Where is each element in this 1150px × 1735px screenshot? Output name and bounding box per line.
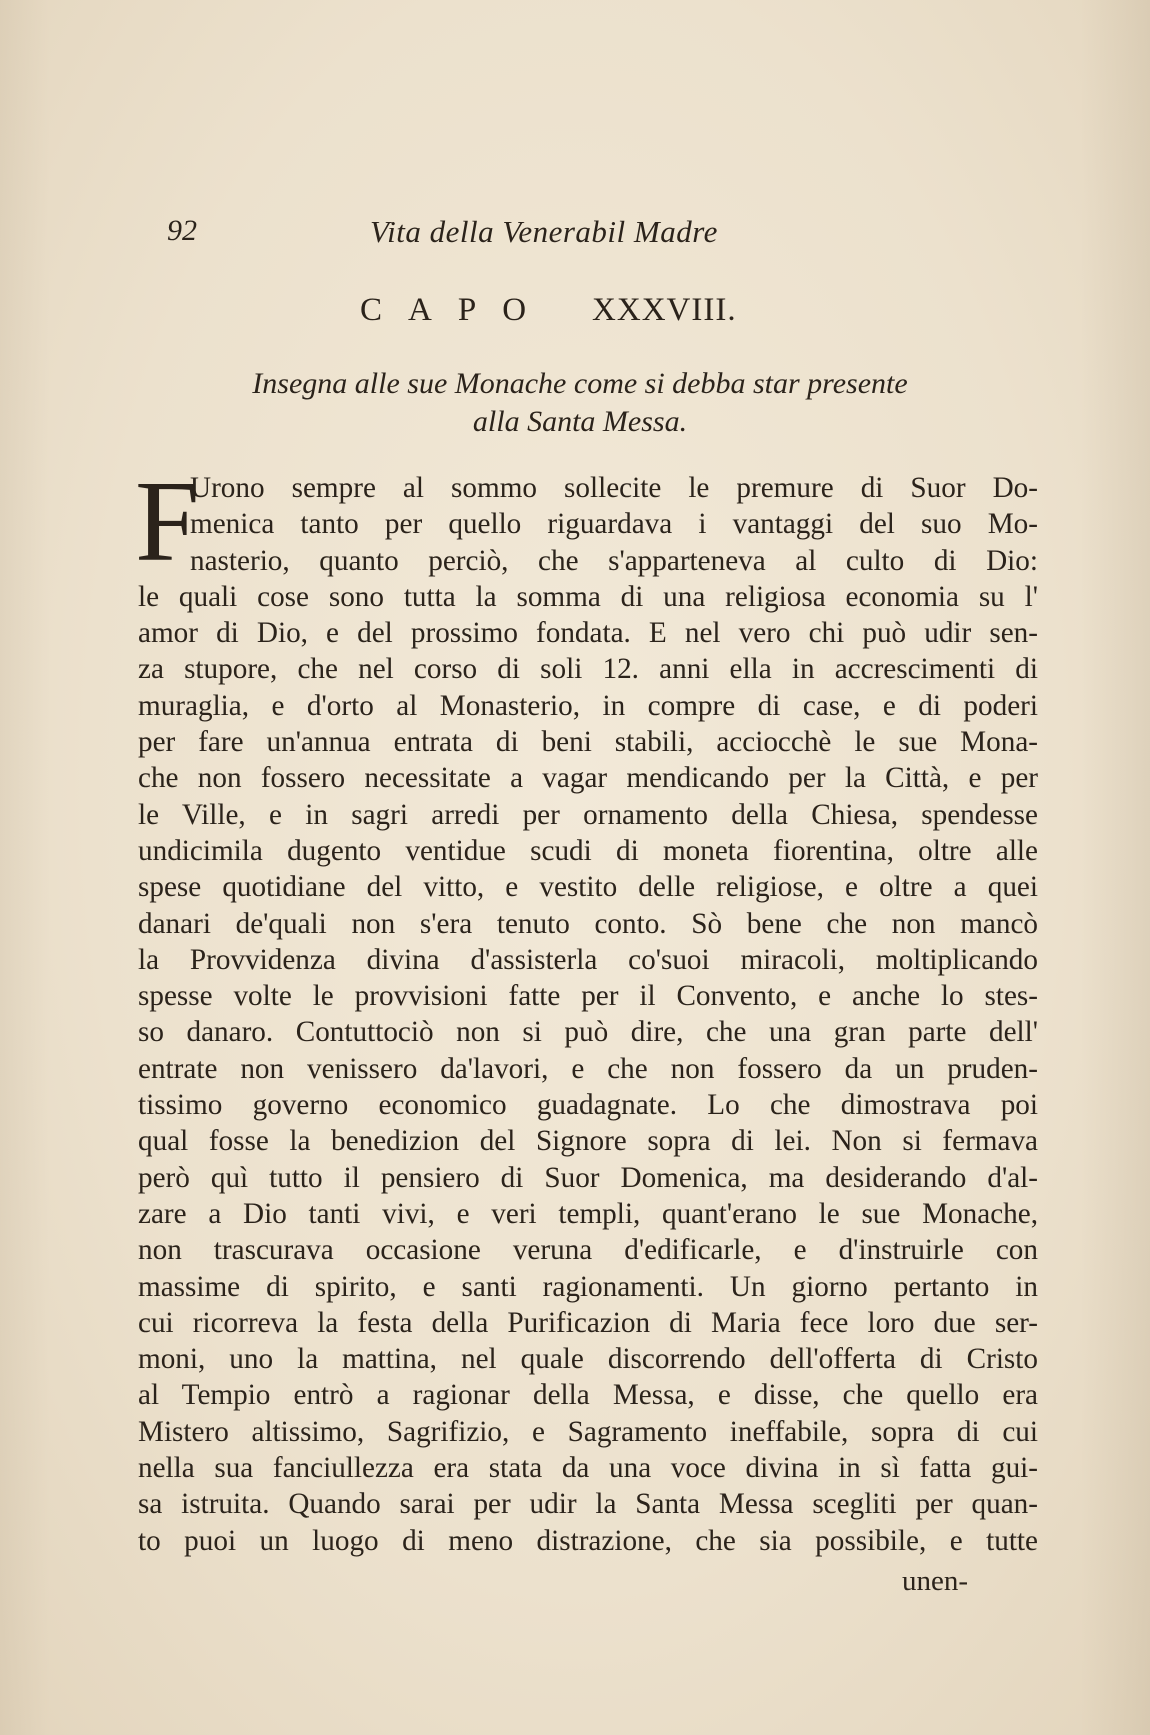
text-line: spesse volte le provvisioni fatte per il Convento, e anche lo stes- (138, 980, 1038, 1013)
text-line: danari de'quali non s'era tenuto conto. Sò bene che non mancò (138, 907, 1038, 940)
text-line: non trascurava occasione veruna d'edificarle, e d'instruirle con (138, 1234, 1038, 1267)
subtitle-line-1: Insegna alle sue Monache come si debba star presente (252, 367, 908, 400)
text-line: sa istruita. Quando sarai per udir la Santa Messa scegliti per quan- (138, 1488, 1038, 1521)
body-text (138, 470, 1038, 1559)
text-line: menica tanto per quello riguardava i vantaggi del suo Mo- (190, 508, 1038, 541)
text-line: moni, uno la mattina, nel quale discorrendo dell'offerta di Cristo (138, 1343, 1038, 1376)
text-line: Mistero altissimo, Sagrifizio, e Sagramento ineffabile, sopra di cui (138, 1415, 1038, 1448)
text-line: zare a Dio tanti vivi, e veri templi, quant'erano le sue Monache, (138, 1197, 1038, 1230)
page-edge-shadow-left (0, 0, 50, 1735)
text-line: la Provvidenza divina d'assisterla co'suoi miracoli, moltiplicando (138, 943, 1038, 976)
page-number: 92 (167, 214, 197, 247)
text-line: muraglia, e d'orto al Monasterio, in compre di case, e di poderi (138, 689, 1038, 722)
text-line: però quì tutto il pensiero di Suor Domenica, ma desiderando d'al- (138, 1161, 1038, 1194)
text-line: Urono sempre al sommo sollecite le premure di Suor Do- (190, 472, 1038, 504)
text-line: amor di Dio, e del prossimo fondata. E nel vero chi può udir sen- (138, 617, 1038, 650)
text-line: so danaro. Contuttociò non si può dire, che una gran parte dell' (138, 1016, 1038, 1049)
chapter-heading (360, 292, 737, 329)
text-line: nella sua fanciullezza era stata da una voce divina in sì fatta gui- (138, 1452, 1038, 1485)
text-line: spese quotidiane del vitto, e vestito delle religiose, e oltre a quei (138, 871, 1038, 904)
text-line: to puoi un luogo di meno distrazione, che sia possibile, e tutte (138, 1524, 1038, 1557)
text-line: entrate non venissero da'lavori, e che non fossero da un pruden- (138, 1052, 1038, 1085)
text-line: le quali cose sono tutta la somma di una religiosa economia su l' (138, 580, 1038, 613)
text-line: al Tempio entrò a ragionar della Messa, e disse, che quello era (138, 1379, 1038, 1412)
text-line: nasterio, quanto perciò, che s'apparteneva al culto di Dio: (190, 544, 1038, 577)
running-head (0, 214, 1150, 254)
text-line: qual fosse la benedizion del Signore sopra di lei. Non si fermava (138, 1125, 1038, 1158)
text-line: massime di spirito, e santi ragionamenti. Un giorno pertanto in (138, 1270, 1038, 1303)
text-line: che non fossero necessitate a vagar mendicando per la Città, e per (138, 762, 1038, 795)
catchword: unen- (902, 1565, 969, 1597)
text-line: cui ricorreva la festa della Purificazion di Maria fece loro due ser- (138, 1306, 1038, 1339)
text-line: tissimo governo economico guadagnate. Lo che dimostrava poi (138, 1089, 1038, 1122)
chapter-subtitle (150, 365, 1010, 441)
subtitle-line-2: alla Santa Messa. (472, 405, 688, 438)
chapter-word: CAPO (360, 292, 553, 328)
running-title: Vita della Venerabil Madre (370, 214, 718, 249)
page-edge-shadow-right (1080, 0, 1150, 1735)
text-line: undicimila dugento ventidue scudi di moneta fiorentina, oltre alle (138, 834, 1038, 867)
text-line: le Ville, e in sagri arredi per ornamento della Chiesa, spendesse (138, 798, 1038, 831)
drop-cap: F (135, 458, 200, 586)
chapter-number: XXXVIII. (592, 292, 737, 328)
text-line: per fare un'annua entrata di beni stabili, acciocchè le sue Mona- (138, 726, 1038, 759)
text-line: za stupore, che nel corso di soli 12. anni ella in accrescimenti di (138, 653, 1038, 686)
